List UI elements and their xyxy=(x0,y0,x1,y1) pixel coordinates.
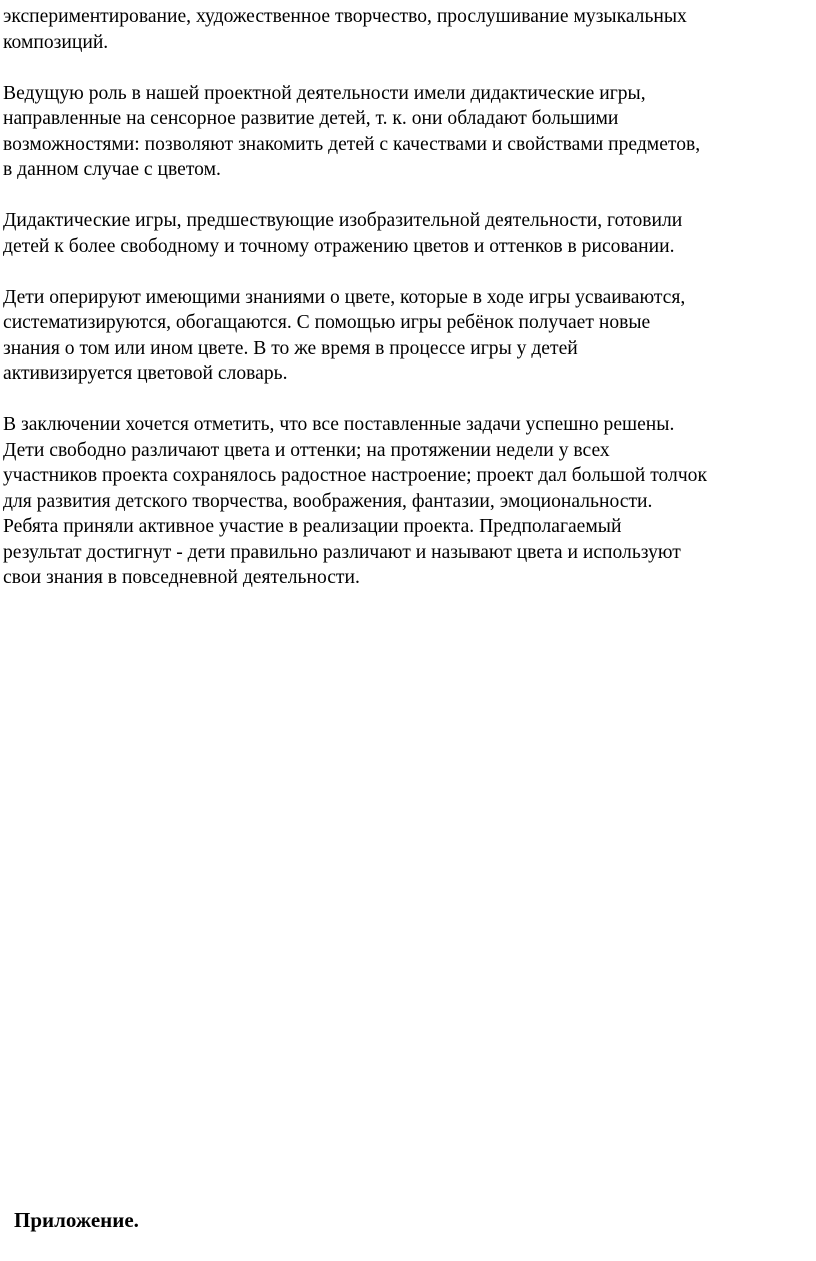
paragraph-methods-continuation: экспериментирование, художественное творчество, прослушивание музыкальных композиций. xyxy=(3,6,687,53)
paragraph-conclusion: В заключении хочется отметить, что все поставленные задачи успешно решены. Дети свободно различают цвета и оттенки; на протяжении недели у всех участников проекта сохранялось радостное настроение; проект дал большой толчок для развития детского творчества, воображения, фантазии, эмоциональности. Ребята приняли активное участие в реализации проекта. Предполагаемый результат достигнут - дети правильно различают и называют цвета и используют свои знания в повседневной деятельности. xyxy=(3,414,707,588)
paragraph-didactic-games-role: Ведущую роль в нашей проектной деятельности имели дидактические игры, направленные на сенсорное развитие детей, т. к. они обладают большими возможностями: позволяют знакомить детей с качествами и свойствами предметов, в данном случае с цветом. xyxy=(3,82,701,180)
paragraph-games-before-drawing: Дидактические игры, предшествующие изобразительной деятельности, готовили детей к более свободному и точному отражению цветов и оттенков в рисовании. xyxy=(3,210,683,257)
document-body xyxy=(3,4,815,616)
paragraph-color-knowledge: Дети оперируют имеющими знаниями о цвете, которые в ходе игры усваиваются, систематизируются, обогащаются. С помощью игры ребёнок получает новые знания о том или ином цвете. В то же время в процессе игры у детей активизируется цветовой словарь. xyxy=(3,286,686,384)
appendix-heading: Приложение. xyxy=(14,1208,139,1232)
